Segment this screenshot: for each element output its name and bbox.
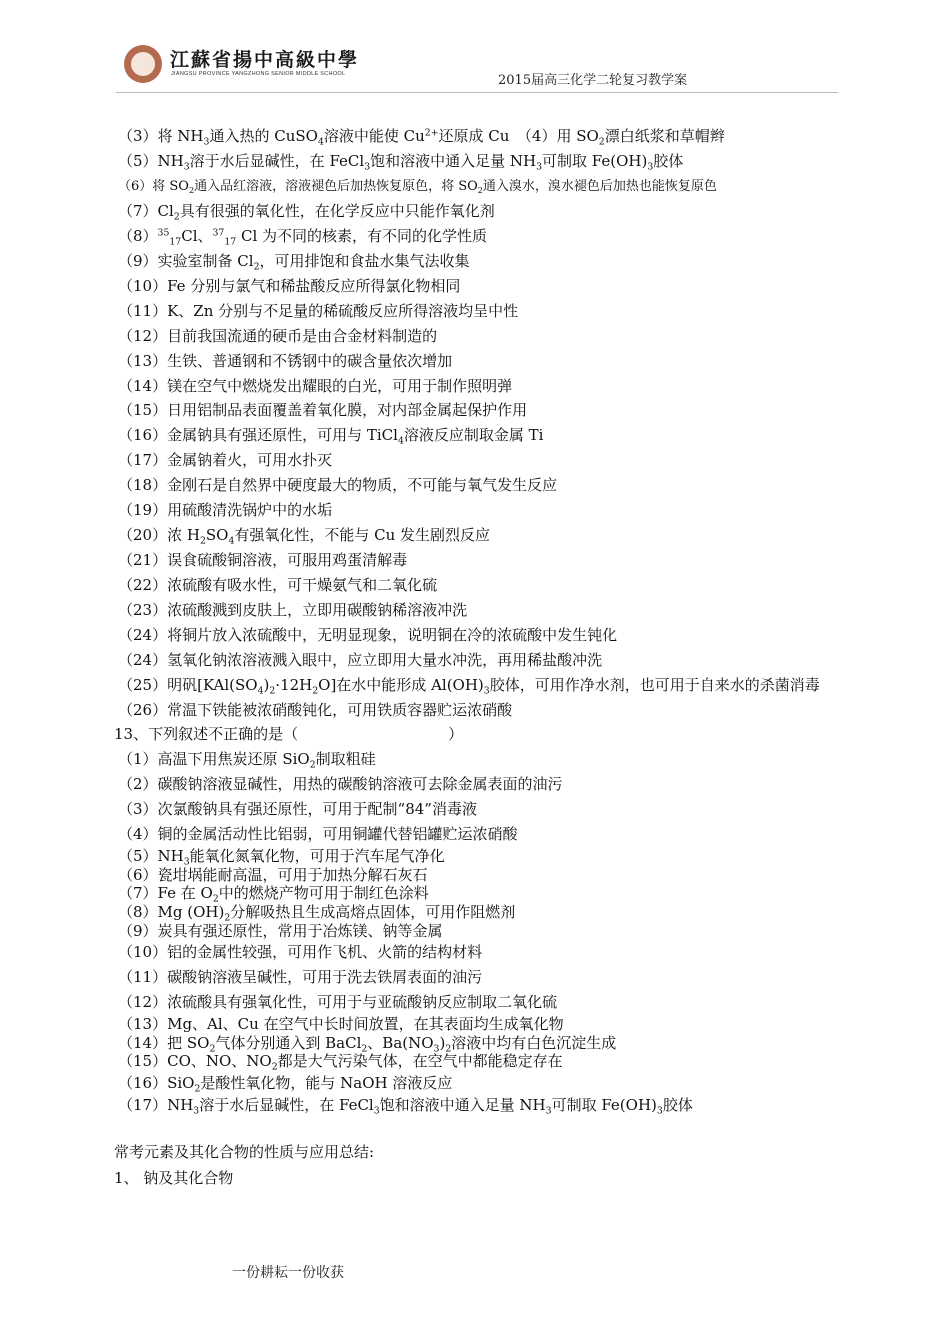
text-line: （15）日用铝制品表面覆盖着氧化膜，对内部金属起保护作用 xyxy=(118,401,528,419)
text-line: $(5)NH_3$溶于水后显碱性，在 FeCl$_3$饱和溶液中通入足量 $NH_3$可制取 $Fe(OH)_3$胶体 xyxy=(118,152,684,173)
text-line: （10）Fe 分别与氯气和稀盐酸反应所得氯化物相同 xyxy=(118,277,461,295)
text-line: （23）浓硫酸溅到皮肤上，立即用碳酸钠稀溶液冲洗 xyxy=(118,601,468,619)
text-line: （13）Mg、Al、Cu 在空气中长时间放置，在其表面均生成氧化物 xyxy=(118,1015,564,1033)
text-line: （1）高温下用焦炭还原 SiO$_2$制取粗硅 xyxy=(118,750,376,771)
text-line: （26）常温下铁能被浓硝酸钝化，可用铁质容器贮运浓硝酸 xyxy=(118,701,513,719)
school-name-cn: 江蘇省揚中高級中學 xyxy=(170,49,360,71)
text-line: （2）碳酸钠溶液显碱性，用热的碳酸钠溶液可去除金属表面的油污 xyxy=(118,775,563,793)
text-line: （11）K、Zn 分别与不足量的稀硫酸反应所得溶液均呈中性 xyxy=(118,302,519,320)
text-line: （10）铝的金属性较强，可用作飞机、火箭的结构材料 xyxy=(118,943,483,961)
text-line: （11）碳酸钠溶液呈碱性，可用于洗去铁屑表面的油污 xyxy=(118,968,483,986)
text-line: （9）实验室制备 $Cl_2$，可用排饱和食盐水集气法收集 xyxy=(118,252,470,273)
text-line: （3）将 $NH_3$通入热的 CuSO$_4$溶液中能使 $Cu^{2+}$还原成 Cu （4）用 $SO_2$漂白纸浆和草帽辫 xyxy=(118,127,725,148)
text-line: （9）炭具有强还原性，常用于冶炼镁、钠等金属 xyxy=(118,922,443,940)
text-line: （20）浓 $H_2SO_4$有强氧化性，不能与 Cu 发生剧烈反应 xyxy=(118,526,491,547)
text-line: （22）浓硫酸有吸水性，可干燥氨气和二氧化硫 xyxy=(118,576,438,594)
text-line: （14）把 $SO_2$气体分别通入到 BaCl$_2$、$Ba(NO_3)_2$溶液中均有白色沉淀生成 xyxy=(118,1034,617,1055)
text-line: $(7)Cl_2$具有很强的氧化性，在化学反应中只能作氧化剂 xyxy=(118,202,495,223)
text-line: （16）SiO$_2$是酸性氧化物，能与 NaOH 溶液反应 xyxy=(118,1074,453,1095)
text-line: （19）用硫酸清洗锅炉中的水垢 xyxy=(118,501,333,519)
text-line: （25）明矾$[KAl(SO_4)_2\cdot 12H_2O]$在水中能形成 $Al(OH)_3$胶体，可用作净水剂，也可用于自来水的杀菌消毒 xyxy=(118,676,820,697)
text-line: 13、下列叙述不正确的是（ ） xyxy=(114,725,464,743)
school-name-en: JIANGSU PROVINCE YANGZHONG SENIOR MIDDLE SCHOOL xyxy=(171,71,346,77)
text-line: （15）CO、NO、$NO_2$都是大气污染气体，在空气中都能稳定存在 xyxy=(118,1052,563,1073)
text-line: （17）金属钠着火，可用水扑灭 xyxy=(118,451,333,469)
document-title: 2015届高三化学二轮复习教学案 xyxy=(498,73,688,88)
text-line: （21）误食硫酸铜溶液，可服用鸡蛋清解毒 xyxy=(118,551,408,569)
text-line: 常考元素及其化合物的性质与应用总结: xyxy=(114,1143,375,1161)
text-line: （7）Fe 在 $O_2$中的燃烧产物可用于制红色涂料 xyxy=(118,884,429,905)
text-line: （12）目前我国流通的硬币是由合金材料制造的 xyxy=(118,327,438,345)
text-line: $(8)^{35}_{17}Cl$、$^{37}_{17}$ Cl 为不同的核素，有不同的化学性质 xyxy=(118,227,488,248)
text-line: （6）瓷坩埚能耐高温，可用于加热分解石灰石 xyxy=(118,866,428,884)
text-line: $(17)NH_3$溶于水后显碱性，在 FeCl$_3$饱和溶液中通入足量 $NH_3$可制取 $Fe(OH)_3$胶体 xyxy=(118,1096,693,1117)
school-logo-seal xyxy=(124,45,162,83)
text-line: 1、 钠及其化合物 xyxy=(114,1169,234,1187)
text-line: $(5)NH_3$能氧化氮氧化物，可用于汽车尾气净化 xyxy=(118,847,445,868)
text-line: （18）金刚石是自然界中硬度最大的物质，不可能与氧气发生反应 xyxy=(118,476,558,494)
header-divider xyxy=(116,92,838,93)
text-line: （14）镁在空气中燃烧发出耀眼的白光，可用于制作照明弹 xyxy=(118,377,513,395)
text-line: （24）将铜片放入浓硫酸中，无明显现象，说明铜在冷的浓硫酸中发生钝化 xyxy=(118,626,618,644)
text-line: （4）铜的金属活动性比铝弱，可用铜罐代替铝罐贮运浓硝酸 xyxy=(118,825,518,843)
page-footer: 一份耕耘一份收获 xyxy=(232,1265,344,1281)
text-line: （13）生铁、普通钢和不锈钢中的碳含量依次增加 xyxy=(118,352,453,370)
text-line: （6）将 $SO_2$通入品红溶液，溶液褪色后加热恢复原色，将 $SO_2$通入溴水，溴水褪色后加热也能恢复原色 xyxy=(118,179,717,195)
text-line: （24）氢氧化钠浓溶液溅入眼中，应立即用大量水冲洗，再用稀盐酸冲洗 xyxy=(118,651,603,669)
text-line: （3）次氯酸钠具有强还原性，可用于配制“84”消毒液 xyxy=(118,800,477,818)
text-line: （8）Mg $(OH)_2$分解吸热且生成高熔点固体，可用作阻燃剂 xyxy=(118,903,516,924)
text-line: （16）金属钠具有强还原性，可用与 TiCl$_4$溶液反应制取金属 Ti xyxy=(118,426,544,447)
page-header xyxy=(0,0,950,100)
text-line: （12）浓硫酸具有强氧化性，可用于与亚硫酸钠反应制取二氧化硫 xyxy=(118,993,558,1011)
